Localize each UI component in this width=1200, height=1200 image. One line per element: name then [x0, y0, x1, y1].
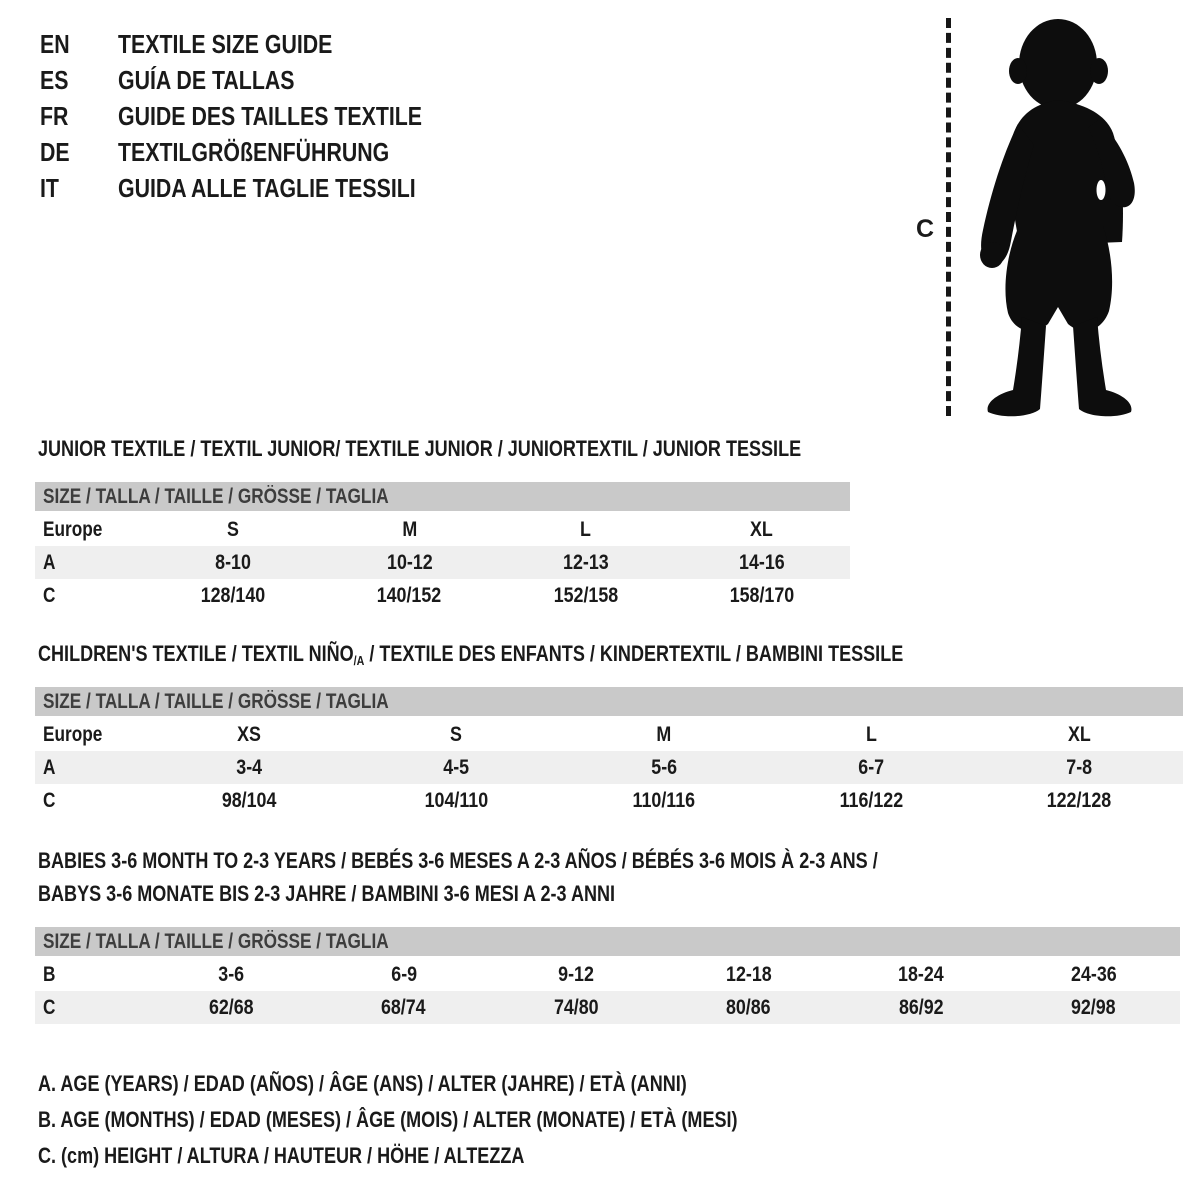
row-label: B	[43, 963, 56, 986]
size-cell: S	[227, 518, 240, 541]
table-row	[35, 751, 1183, 784]
section-title-text: CHILDREN'S TEXTILE / TEXTIL NIÑO	[38, 641, 354, 666]
section-junior-textile	[35, 432, 850, 612]
size-cell: 74/80	[553, 996, 599, 1019]
silhouette-leg-left	[988, 317, 1046, 416]
size-cell: XL	[1067, 723, 1091, 746]
size-cell: 4-5	[443, 756, 470, 779]
table-row	[35, 579, 850, 612]
size-header-bar	[35, 687, 1183, 716]
size-header-text: SIZE / TALLA / TAILLE / GRÖSSE / TAGLIA	[43, 690, 389, 713]
size-cell: XL	[750, 518, 774, 541]
table-row	[35, 546, 850, 579]
language-row	[40, 134, 489, 170]
silhouette-hand-gap	[1097, 180, 1106, 200]
language-title: GUÍA DE TALLAS	[118, 65, 295, 95]
table-row	[35, 784, 1183, 817]
language-title: TEXTILGRÖßENFÜHRUNG	[118, 137, 390, 167]
size-cell: 92/98	[1071, 996, 1117, 1019]
size-cell: 18-24	[898, 963, 945, 986]
size-cell: 6-9	[390, 963, 417, 986]
legend-line: A. AGE (YEARS) / EDAD (AÑOS) / ÂGE (ANS) / ALTER (JAHRE) / ETÀ (ANNI)	[38, 1071, 687, 1096]
size-cell: 86/92	[898, 996, 944, 1019]
silhouette-leg-right	[1073, 317, 1131, 416]
row-label: A	[43, 551, 56, 574]
size-table	[35, 513, 850, 612]
section-title-text: BABIES 3-6 MONTH TO 2-3 YEARS / BEBÉS 3-6 MESES A 2-3 AÑOS / BÉBÉS 3-6 MOIS À 2-3 ANS /	[38, 848, 878, 873]
row-label: A	[43, 756, 56, 779]
row-label: Europe	[43, 723, 103, 746]
table-row	[35, 718, 1183, 751]
section-title-text: JUNIOR TEXTILE / TEXTIL JUNIOR/ TEXTILE JUNIOR / JUNIORTEXTIL / JUNIOR TESSILE	[38, 436, 802, 461]
size-cell: 8-10	[215, 551, 251, 574]
height-measure-dashed-line	[946, 18, 951, 416]
size-cell: 12-18	[725, 963, 772, 986]
toddler-silhouette	[962, 14, 1148, 422]
size-header-text: SIZE / TALLA / TAILLE / GRÖSSE / TAGLIA	[43, 930, 389, 953]
size-cell: 128/140	[200, 584, 266, 607]
section-title	[35, 432, 850, 465]
language-title: GUIDE DES TAILLES TEXTILE	[118, 101, 423, 131]
size-cell: 140/152	[377, 584, 442, 607]
size-cell: 110/116	[632, 789, 696, 812]
size-cell: 80/86	[726, 996, 772, 1019]
language-row	[40, 26, 489, 62]
size-cell: L	[580, 518, 592, 541]
size-cell: 10-12	[386, 551, 433, 574]
table-row	[35, 958, 1180, 991]
language-code: DE	[40, 137, 70, 167]
silhouette-ear-right	[1090, 58, 1108, 84]
size-header-text: SIZE / TALLA / TAILLE / GRÖSSE / TAGLIA	[43, 485, 389, 508]
size-cell: 116/122	[839, 789, 904, 812]
size-cell: 158/170	[729, 584, 795, 607]
silhouette-shorts	[1005, 226, 1112, 331]
section-title-sub: /A	[353, 653, 365, 668]
legend-line: B. AGE (MONTHS) / EDAD (MESES) / ÂGE (MOIS) / ALTER (MONATE) / ETÀ (MESI)	[38, 1107, 738, 1132]
size-header-bar	[35, 482, 850, 511]
row-label: C	[43, 789, 56, 812]
size-table	[35, 718, 1183, 817]
size-cell: 152/158	[553, 584, 618, 607]
legend-line: C. (cm) HEIGHT / ALTURA / HAUTEUR / HÖHE / ALTEZZA	[38, 1143, 525, 1168]
section-title-text: / TEXTILE DES ENFANTS / KINDERTEXTIL / BAMBINI TESSILE	[364, 641, 904, 666]
section-babies-textile	[35, 844, 1180, 1024]
size-cell: 62/68	[208, 996, 254, 1019]
language-row	[40, 170, 489, 206]
size-cell: 7-8	[1066, 756, 1093, 779]
size-cell: 104/110	[424, 789, 489, 812]
table-row	[35, 991, 1180, 1024]
language-code: IT	[40, 173, 59, 203]
row-label: C	[43, 996, 56, 1019]
size-cell: 122/128	[1046, 789, 1112, 812]
size-cell: 14-16	[739, 551, 785, 574]
section-title-line2: BABYS 3-6 MONATE BIS 2-3 JAHRE / BAMBINI 3-6 MESI A 2-3 ANNI	[38, 881, 616, 906]
size-cell: 5-6	[651, 756, 677, 779]
size-cell: 9-12	[558, 963, 595, 986]
size-cell: S	[450, 723, 463, 746]
language-row	[40, 98, 489, 134]
size-cell: L	[866, 723, 878, 746]
language-code: ES	[40, 65, 69, 95]
size-cell: 3-4	[235, 756, 262, 779]
language-code: FR	[40, 101, 69, 131]
size-header-bar	[35, 927, 1180, 956]
language-title: GUIDA ALLE TAGLIE TESSILI	[118, 173, 416, 203]
size-cell: M	[401, 518, 417, 541]
size-cell: 98/104	[221, 789, 277, 812]
height-measure-label: C	[916, 215, 935, 243]
size-table	[35, 958, 1180, 1024]
silhouette-ear-left	[1009, 58, 1027, 84]
silhouette-head	[1019, 19, 1097, 109]
legend-block	[38, 1066, 891, 1174]
row-label: Europe	[43, 518, 103, 541]
language-row	[40, 62, 489, 98]
language-title: TEXTILE SIZE GUIDE	[118, 29, 333, 59]
language-title-block	[40, 26, 489, 206]
size-cell: 24-36	[1070, 963, 1117, 986]
size-cell: 68/74	[381, 996, 427, 1019]
table-row	[35, 513, 850, 546]
size-cell: 6-7	[858, 756, 885, 779]
language-code: EN	[40, 29, 70, 59]
row-label: C	[43, 584, 56, 607]
section-title	[35, 844, 1180, 910]
silhouette-hand-left	[980, 242, 1004, 268]
size-cell: XS	[236, 723, 261, 746]
size-cell: 3-6	[218, 963, 245, 986]
size-cell: 12-13	[562, 551, 609, 574]
section-title	[35, 637, 1183, 670]
size-cell: M	[656, 723, 672, 746]
section-childrens-textile	[35, 637, 1183, 817]
